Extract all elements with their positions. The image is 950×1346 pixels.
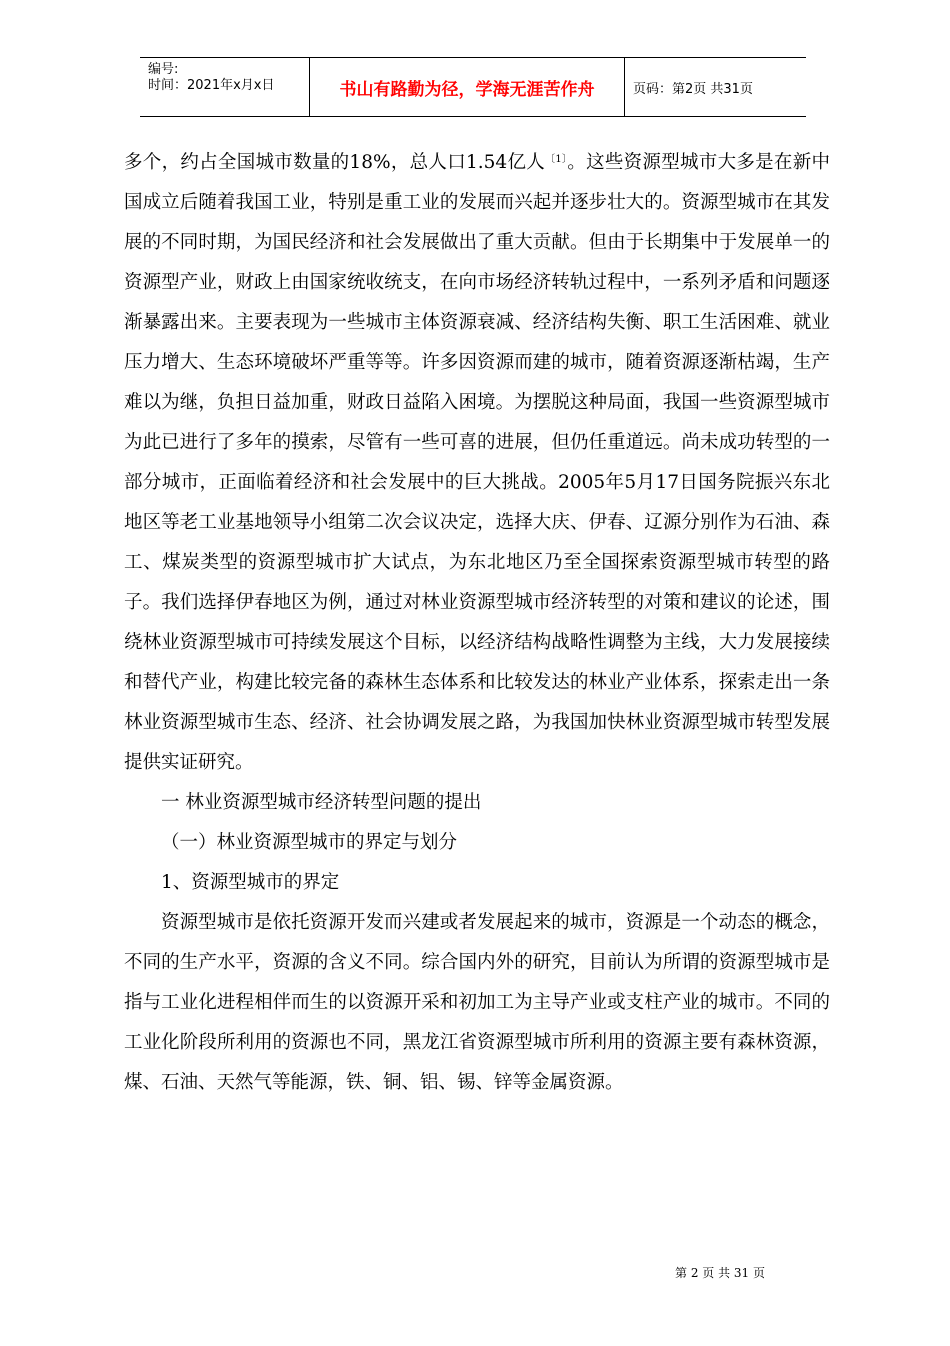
number-label: 编号: [148,62,179,77]
section-heading-3: 1、资源型城市的界定 [161,872,340,893]
page-footer [0,1264,950,1281]
page-header [140,57,806,117]
header-page-label: 页码：第2页 共31页 [633,81,753,97]
paragraph-2: 资源型城市是依托资源开发而兴建或者发展起来的城市，资源是一个动态的概念，不同的生产水平，资源的含义不同。综合国内外的研究，目前认为所谓的资源型城市是指与工业化进程相伴而生的以资源开采和初加工为主导产业或支柱产业的城市。不同的工业化阶段所利用的资源也不同，黑龙江省资源型城市所利用的资源主要有森林资源，煤、石油、天然气等能源，铁、铜、铝、锡、锌等金属资源。 [124,912,830,1093]
document-body [124,140,830,1103]
footer-page-number: 第 2 页 共 31 页 [675,1266,765,1280]
reference-marker: 〔1〕 [545,154,568,165]
time-label: 时间：2021年x月x日 [148,78,275,93]
header-motto: 书山有路勤为径，学海无涯苦作舟 [310,58,625,116]
section-heading-1: 一 林业资源型城市经济转型问题的提出 [161,792,482,813]
section-heading-2: （一）林业资源型城市的界定与划分 [161,832,458,853]
paragraph-1-text: 多个，约占全国城市数量的18%，总人口1.54亿人 [124,152,546,173]
header-meta [140,58,310,116]
paragraph-1-rest: 。这些资源型城市大多是在新中国成立后随着我国工业，特别是重工业的发展而兴起并逐步壮大的。资源型城市在其发展的不同时期，为国民经济和社会发展做出了重大贡献。但由于长期集中于发展单一的资源型产业，财政上由国家统收统支，在向市场经济转轨过程中，一系列矛盾和问题逐渐暴露出来。主要表现为一些城市主体资源衰减、经济结构失衡、职工生活困难、就业压力增大、生态环境破坏严重等等。许多因资源而建的城市，随着资源逐渐枯竭，生产难以为继，负担日益加重，财政日益陷入困境。为摆脱这种局面，我国一些资源型城市为此已进行了多年的摸索，尽管有一些可喜的进展，但仍任重道远。尚未成功转型的一部分城市，正面临着经济和社会发展中的巨大挑战。2005年5月17日国务院振兴东北地区等老工业基地领导小组第二次会议决定，选择大庆、伊春、辽源分别作为石油、森工、煤炭类型的资源型城市扩大试点，为东北地区乃至全国探索资源型城市转型的路子。我们选择伊春地区为例，通过对林业资源型城市经济转型的对策和建议的论述，围绕林业资源型城市可持续发展这个目标，以经济结构战略性调整为主线，大力发展接续和替代产业，构建比较完备的森林生态体系和比较发达的林业产业体系，探索走出一条林业资源型城市生态、经济、社会协调发展之路，为我国加快林业资源型城市转型发展提供实证研究。 [124,152,831,773]
paragraph-1 [124,140,830,783]
